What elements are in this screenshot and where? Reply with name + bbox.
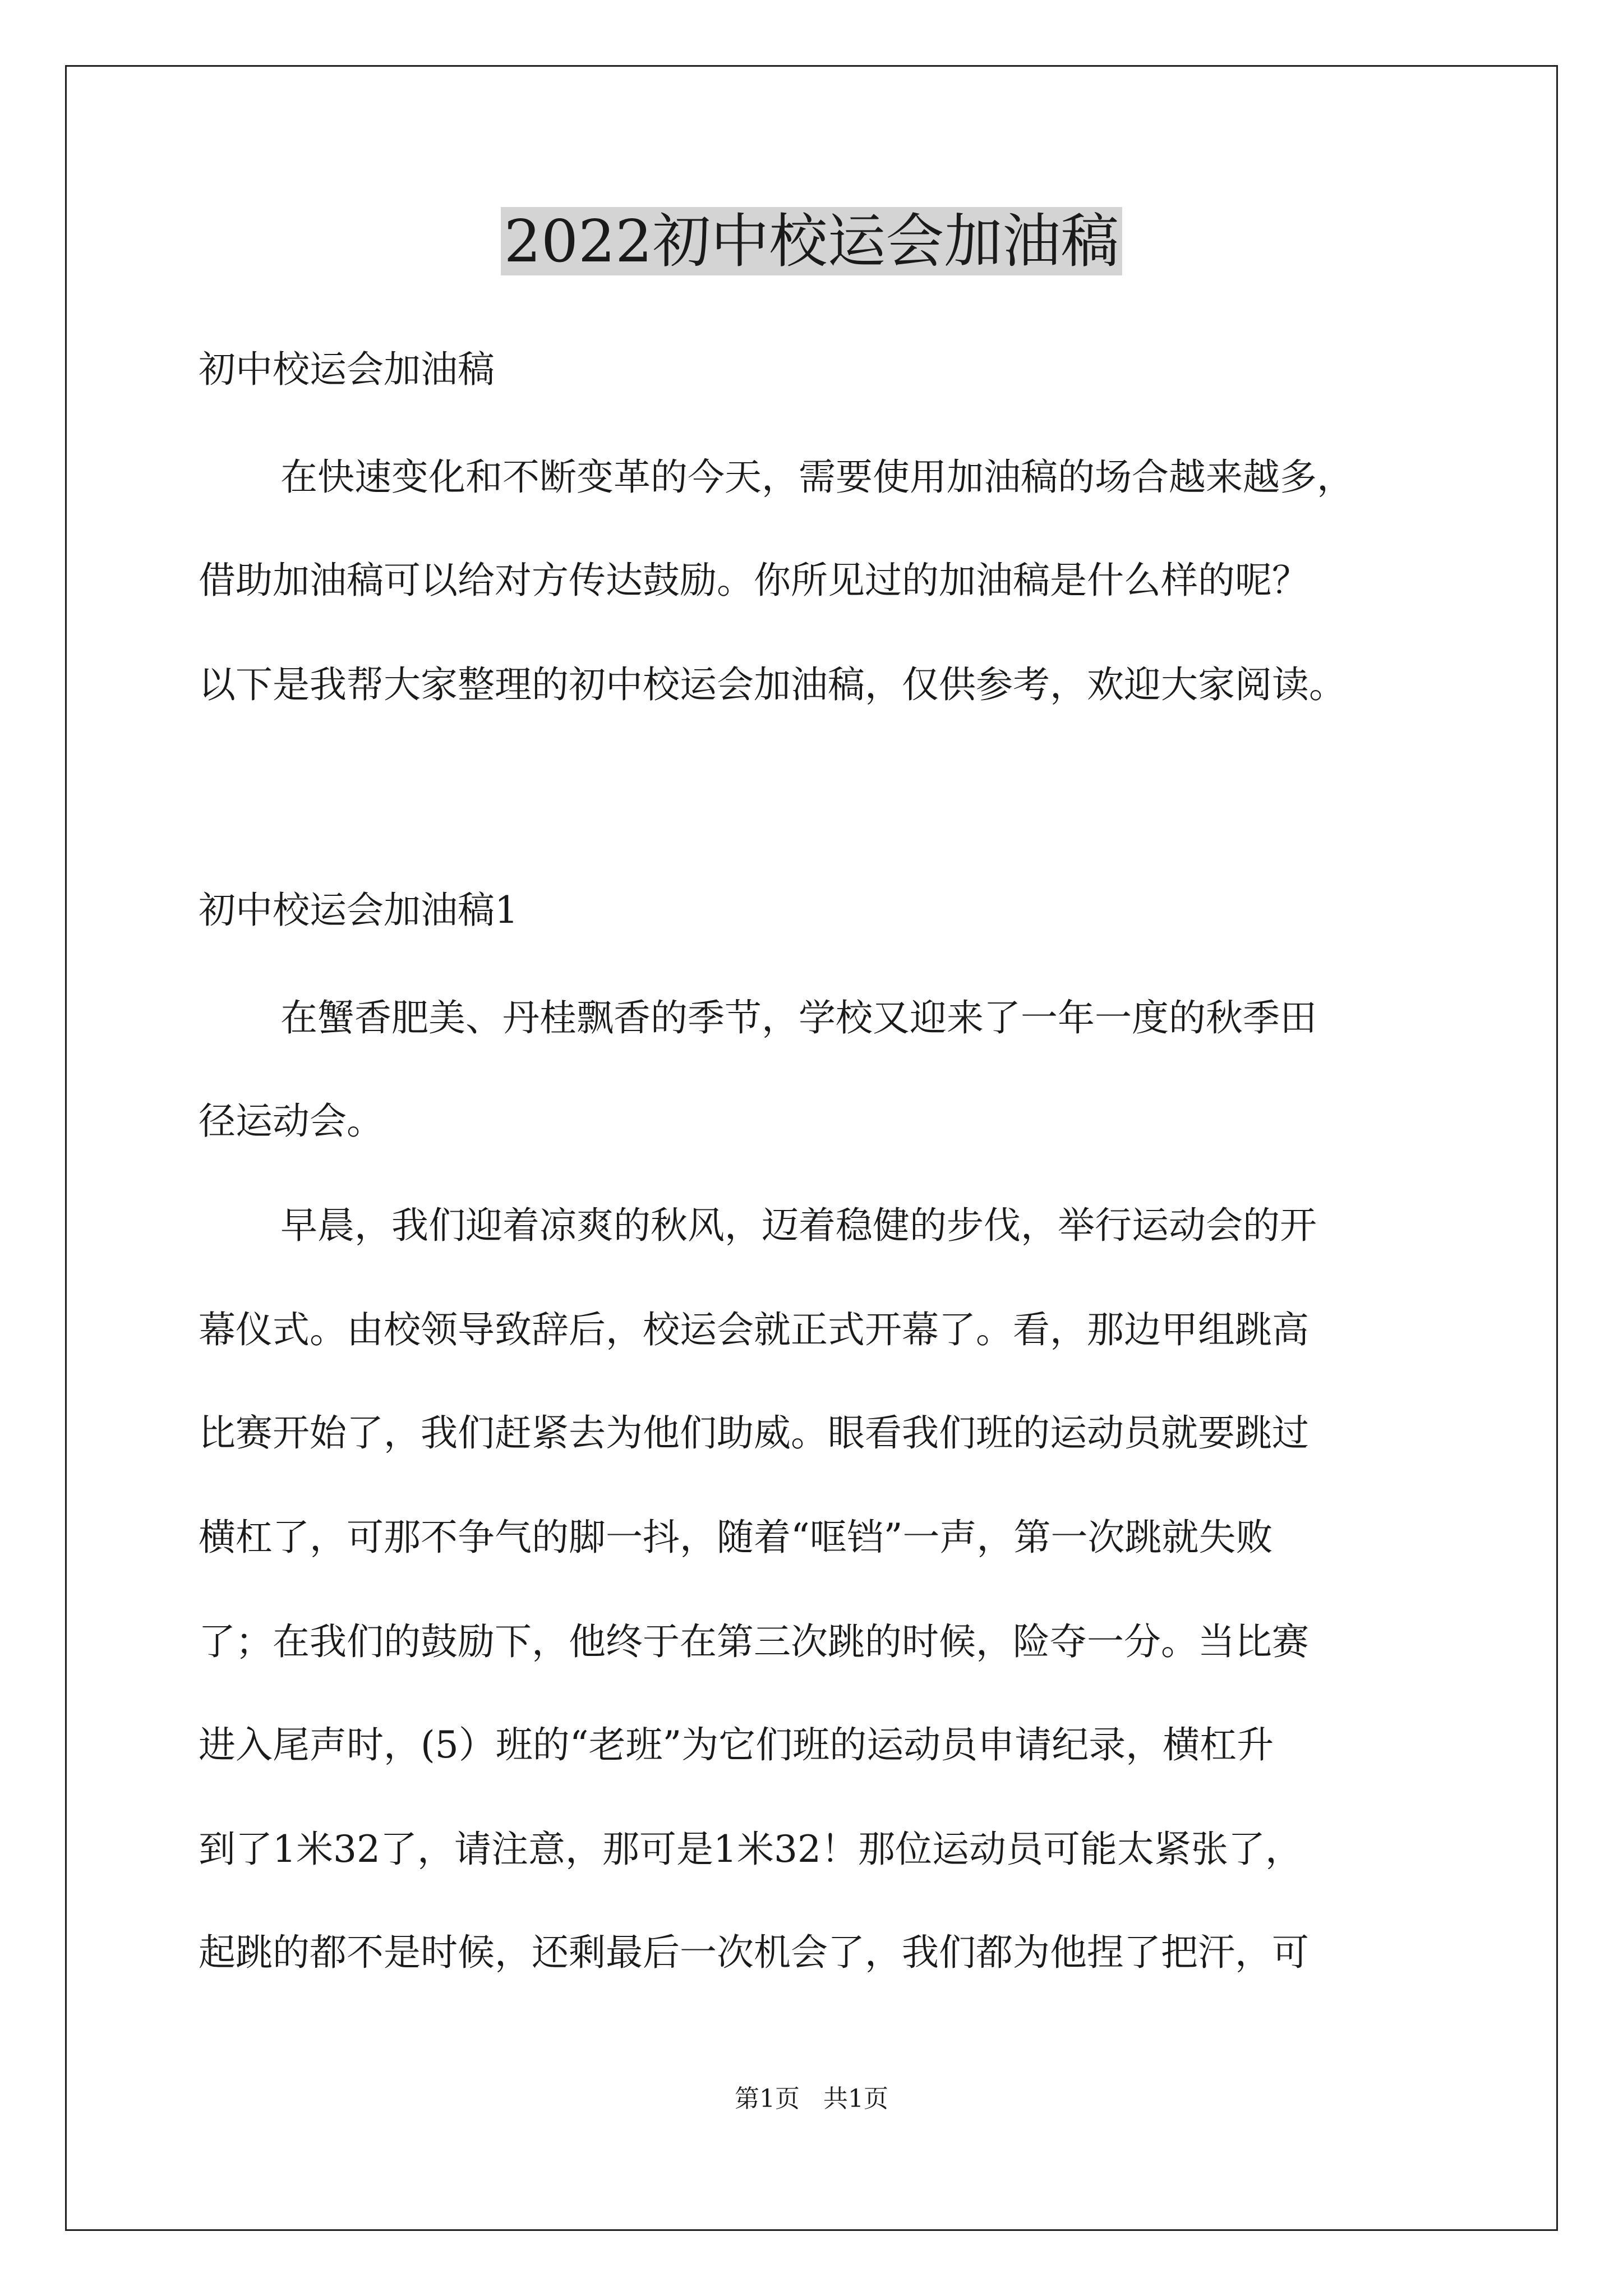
paragraph-line: 早晨，我们迎着凉爽的秋风，迈着稳健的步伐，举行运动会的开 [280, 1204, 1317, 1247]
section-heading-1: 初中校运会加油稿1 [199, 889, 518, 932]
paragraph-line: 了；在我们的鼓励下，他终于在第三次跳的时候，险夺一分。当比赛 [199, 1620, 1309, 1663]
paragraph-line: 在快速变化和不断变革的今天，需要使用加油稿的场合越来越多， [280, 455, 1354, 499]
paragraph-line: 进入尾声时，(5）班的“老班”为它们班的运动员申请纪录，横杠升 [199, 1723, 1274, 1766]
paragraph-line: 起跳的都不是时候，还剩最后一次机会了，我们都为他捏了把汗，可 [199, 1931, 1309, 1974]
paragraph-line: 借助加油稿可以给对方传达鼓励。你所见过的加油稿是什么样的呢？ [199, 559, 1309, 602]
document-title [0, 202, 1623, 280]
paragraph-line: 径运动会。 [199, 1099, 384, 1143]
paragraph-line: 比赛开始了，我们赶紧去为他们助威。眼看我们班的运动员就要跳过 [199, 1411, 1309, 1455]
page-footer: 第1页 共1页 [735, 2085, 888, 2113]
document-title-text: 2022初中校运会加油稿 [501, 207, 1123, 275]
section-heading-intro: 初中校运会加油稿 [199, 348, 495, 391]
paragraph-line: 到了1米32了，请注意，那可是1米32！那位运动员可能太紧张了， [199, 1828, 1302, 1871]
paragraph-line: 以下是我帮大家整理的初中校运会加油稿，仅供参考，欢迎大家阅读。 [199, 663, 1346, 706]
paragraph-line: 在蟹香肥美、丹桂飘香的季节，学校又迎来了一年一度的秋季田 [280, 996, 1317, 1039]
paragraph-line: 幕仪式。由校领导致辞后，校运会就正式开幕了。看，那边甲组跳高 [199, 1308, 1309, 1351]
paragraph-line: 横杠了，可那不争气的脚一抖，随着“哐铛”一声，第一次跳就失败 [199, 1516, 1273, 1559]
